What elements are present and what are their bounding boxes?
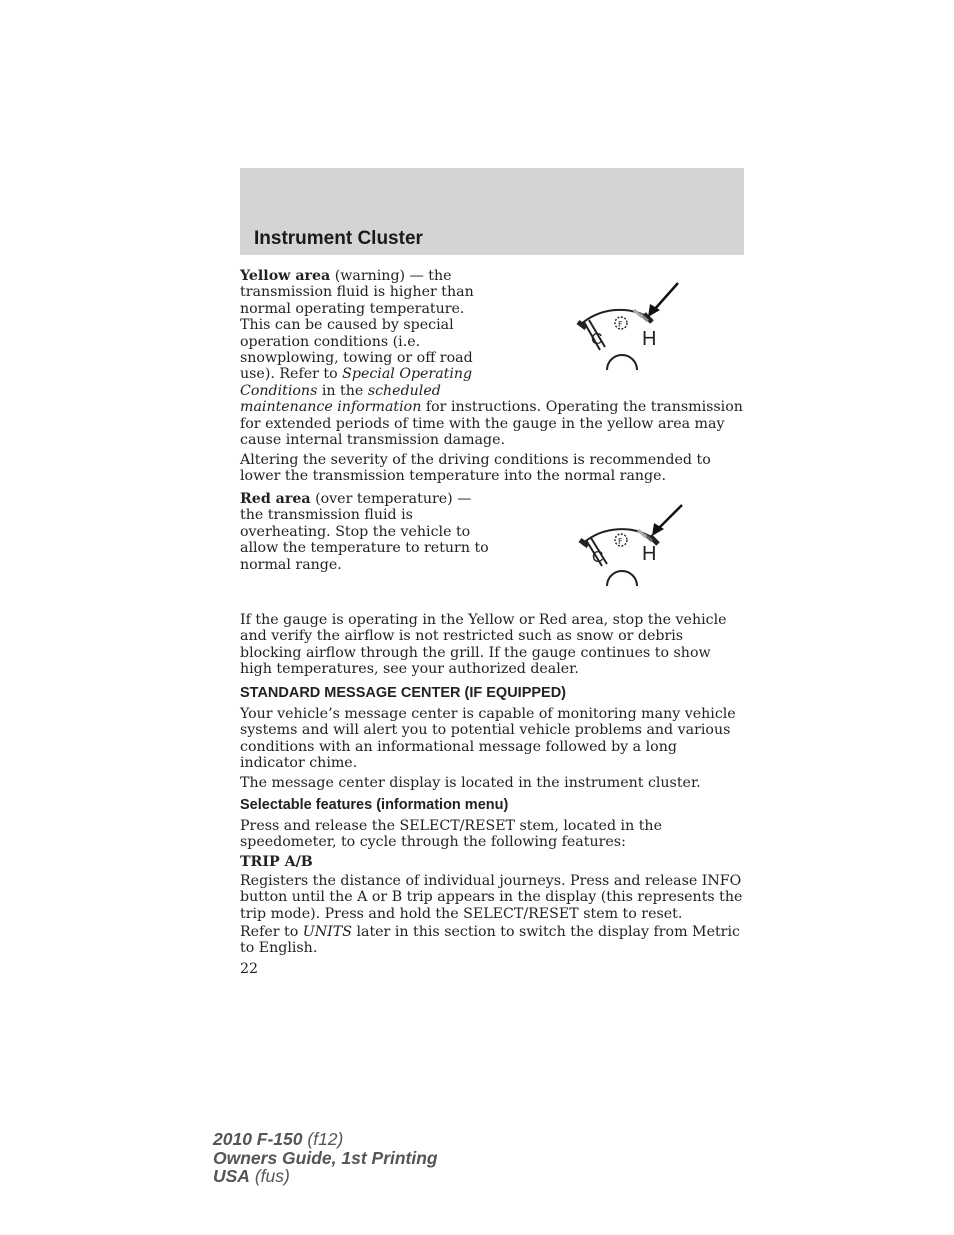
altering-paragraph: Altering the severity of the driving conditions is recommended to lower the transmission temperature into the normal range.: [240, 452, 711, 485]
footer-region: USA: [213, 1166, 250, 1186]
special-operating-conditions-ref: Special Operating Conditions: [240, 366, 473, 399]
yellow-area-text: Yellow area (warning) — the transmission fluid is higher than normal operating temperature. This can be caused by special operation conditions (i.e. snowplowing, towing or off road use). Refer to Special Operating Conditions in the scheduled maintenance information for instructions. Operating the transmission for extended periods of time with the gauge in the yellow area may cause internal transmission damage.: [240, 268, 743, 449]
svg-text:C: C: [591, 331, 603, 348]
svg-text:C: C: [592, 549, 604, 566]
section-title: Instrument Cluster: [254, 228, 423, 249]
svg-text:F: F: [618, 537, 623, 546]
trip-paragraph-1: Registers the distance of individual journeys. Press and release INFO button until the A or B trip appears in the display (this represents the trip mode). Press and hold the SELECT/RESET stem to reset.: [240, 873, 743, 922]
smc-paragraph-2: The message center display is located in the instrument cluster.: [240, 775, 701, 791]
units-ref: UNITS: [302, 924, 352, 940]
footer-guide: Owners Guide, 1st Printing: [213, 1147, 438, 1168]
selectable-heading: Selectable features (information menu): [240, 797, 509, 813]
if-gauge-paragraph: If the gauge is operating in the Yellow or Red area, stop the vehicle and verify the airflow is not restricted such as snow or debris blocking airflow through the grill. If the gauge continues to show high temperatures, see your authorized dealer.: [240, 612, 727, 678]
page-number: 22: [240, 961, 259, 977]
svg-text:H: H: [642, 328, 657, 350]
footer-model: 2010 F-150: [213, 1129, 303, 1149]
red-area-paragraph: Red area (over temperature) — the transmission fluid is overheating. Stop the vehicle to allow the temperature to return to normal range.: [240, 491, 489, 573]
section-header-band: [240, 168, 744, 255]
transmission-temp-gauge-red-icon: [574, 502, 686, 592]
trip-heading: TRIP A/B: [240, 854, 313, 870]
yellow-area-label: Yellow area: [240, 268, 331, 284]
smc-heading: STANDARD MESSAGE CENTER (IF EQUIPPED): [240, 685, 567, 701]
svg-text:F: F: [618, 320, 623, 329]
svg-text:H: H: [642, 543, 657, 565]
red-area-label: Red area: [240, 491, 311, 507]
trip-paragraph-2: Refer to UNITS later in this section to switch the display from Metric to English.: [240, 924, 740, 957]
transmission-temp-gauge-yellow-icon: [572, 280, 682, 375]
scheduled-maintenance-ref: scheduled maintenance information: [240, 382, 441, 416]
selectable-paragraph: Press and release the SELECT/RESET stem, located in the speedometer, to cycle through the following features:: [240, 818, 662, 851]
footer: 2010 F-150 (f12) Owners Guide, 1st Printing USA (fus): [213, 1129, 438, 1186]
smc-paragraph-1: Your vehicle’s message center is capable of monitoring many vehicle systems and will alert you to potential vehicle problems and various conditions with an informational message followed by a long indicator chime.: [240, 706, 736, 772]
